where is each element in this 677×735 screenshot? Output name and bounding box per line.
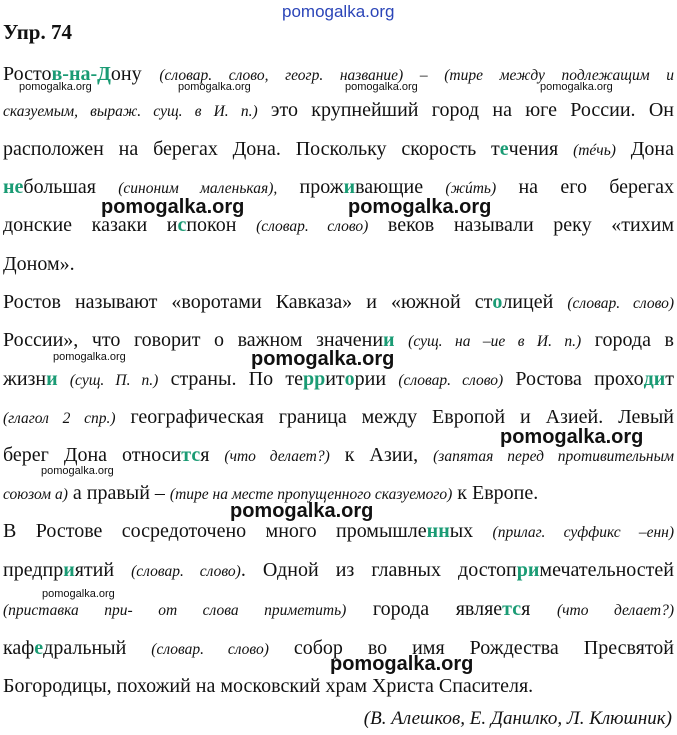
grammar-note: (запятая перед противительным	[433, 448, 674, 465]
grammar-note: (словар. слово)	[256, 218, 369, 235]
text-fragment: Доном».	[3, 253, 75, 275]
watermark-small: pomogalka.org	[345, 81, 418, 93]
highlighted-letters: е	[34, 637, 44, 659]
highlighted-letters: с	[177, 214, 187, 236]
highlighted-letters: о	[344, 368, 355, 390]
text-fragment: рии	[354, 368, 399, 390]
highlighted-letters: в-на-Д	[51, 63, 111, 85]
text-line	[3, 597, 674, 623]
text-fragment: донские казаки и	[3, 214, 178, 236]
grammar-note: (словар. слово)	[131, 563, 241, 580]
grammar-note: (словар. слово)	[398, 372, 504, 389]
highlighted-letters: и	[343, 176, 356, 198]
grammar-note: (синоним маленькая),	[118, 180, 278, 197]
grammar-note: (глагол 2 спр.)	[3, 410, 116, 427]
highlighted-letters: тс	[181, 444, 201, 466]
grammar-note: (что делает?)	[224, 448, 330, 465]
text-fragment: а правый –	[67, 482, 170, 504]
text-fragment: расположен на берегах Дона. Поскольку скорость т	[3, 138, 500, 160]
text-fragment: я	[521, 598, 557, 620]
grammar-note: (сущ. П. п.)	[69, 372, 159, 389]
author-citation: (В. Алешков, Е. Данилко, Л. Клюшник)	[363, 708, 672, 729]
text-line	[3, 558, 674, 584]
grammar-note: (приставка при- от слова приметить)	[3, 602, 347, 619]
watermark-small: pomogalka.org	[42, 588, 115, 600]
text-line	[3, 674, 674, 698]
highlighted-letters: и	[63, 559, 75, 581]
text-fragment: покон	[186, 214, 257, 236]
text-fragment: географическая граница между Европой и Азией. Левый	[115, 406, 674, 428]
watermark-small: pomogalka.org	[41, 465, 114, 477]
text-fragment: Росто	[3, 63, 52, 85]
watermark-small: pomogalka.org	[53, 351, 126, 363]
grammar-note: (словар. слово)	[151, 641, 269, 658]
text-line	[3, 137, 674, 163]
text-fragment: предпр	[3, 559, 64, 581]
highlighted-letters: не	[3, 176, 24, 198]
watermark-large: pomogalka.org	[348, 196, 492, 218]
grammar-note: союзом а)	[3, 486, 68, 503]
text-fragment: России», что говорит о важном значени	[3, 329, 384, 351]
highlighted-letters: нн	[426, 520, 450, 542]
text-fragment: собор во имя Рождества Пресвятой	[268, 637, 675, 659]
text-fragment: Ростов называют «воротами Кавказа» и «южной ст	[3, 291, 493, 313]
text-fragment: В Ростове сосредоточено много промышле	[3, 520, 427, 542]
grammar-note: (прилаг. суффикс –енн)	[492, 524, 675, 541]
highlighted-letters: и	[46, 368, 58, 390]
grammar-note: (тире на месте пропущенного сказуемого)	[169, 486, 453, 503]
text-fragment: т	[665, 368, 674, 390]
grammar-note: (словар. слово, геогр. название) – (тире между подлежащим и	[159, 67, 674, 84]
text-fragment: к Азии,	[329, 444, 434, 466]
text-line	[3, 252, 674, 276]
text-fragment: страны. По те	[158, 368, 303, 390]
text-fragment: Богородицы, похожий на московский храм Христа Спасителя.	[3, 675, 534, 697]
highlighted-letters: рр	[302, 368, 326, 390]
text-fragment: вающие	[355, 176, 446, 198]
highlighted-letters: ди	[643, 368, 666, 390]
text-fragment	[395, 329, 409, 351]
text-fragment: Ростова прохо	[503, 368, 644, 390]
text-fragment: к Европе.	[452, 482, 539, 504]
text-line	[3, 290, 674, 316]
watermark-large: pomogalka.org	[500, 426, 644, 448]
grammar-note: (что делает?)	[556, 602, 674, 619]
grammar-note: сказуемым, выраж. сущ. в И. п.)	[3, 103, 258, 120]
text-fragment: это крупнейший город на юге России. Он	[257, 99, 674, 121]
watermark-small: pomogalka.org	[19, 81, 92, 93]
watermark-large: pomogalka.org	[251, 348, 395, 370]
text-fragment: . Одной из главных достоп	[240, 559, 517, 581]
text-fragment: чения	[508, 138, 574, 160]
watermark-large: pomogalka.org	[101, 196, 245, 218]
text-fragment: лицей	[502, 291, 568, 313]
watermark-small: pomogalka.org	[540, 81, 613, 93]
text-fragment: дральный	[43, 637, 152, 659]
text-fragment: берег Дона относи	[3, 444, 182, 466]
text-fragment: на его берегах	[496, 176, 674, 198]
text-fragment: каф	[3, 637, 35, 659]
text-fragment: ых	[449, 520, 493, 542]
text-fragment: прож	[277, 176, 344, 198]
watermark-top[interactable]: pomogalka.org	[282, 2, 395, 21]
text-fragment: ит	[325, 368, 345, 390]
text-fragment	[58, 368, 70, 390]
exercise-title: Упр. 74	[3, 20, 72, 44]
highlighted-letters: тс	[502, 598, 522, 620]
text-fragment: города в	[581, 329, 674, 351]
grammar-note: (сущ. на –ие в И. п.)	[408, 333, 582, 350]
grammar-note: (жúть)	[445, 180, 497, 197]
grammar-note: (словар. слово)	[567, 295, 674, 312]
highlighted-letters: и	[383, 329, 395, 351]
text-fragment: жизн	[3, 368, 47, 390]
text-line	[3, 98, 674, 124]
text-fragment: ону	[110, 63, 160, 85]
text-fragment: Дона	[615, 138, 674, 160]
watermark-small: pomogalka.org	[178, 81, 251, 93]
watermark-large: pomogalka.org	[330, 653, 474, 675]
highlighted-letters: е	[499, 138, 509, 160]
text-fragment: я	[200, 444, 225, 466]
text-fragment: ятий	[74, 559, 132, 581]
grammar-note: (тéчь)	[573, 142, 616, 159]
text-fragment: большая	[23, 176, 119, 198]
highlighted-letters: ри	[516, 559, 540, 581]
text-fragment: мечательностей	[539, 559, 674, 581]
watermark-large: pomogalka.org	[230, 500, 374, 522]
highlighted-letters: о	[492, 291, 503, 313]
text-fragment: веков называли реку «тихим	[368, 214, 675, 236]
text-fragment: города являе	[346, 598, 503, 620]
